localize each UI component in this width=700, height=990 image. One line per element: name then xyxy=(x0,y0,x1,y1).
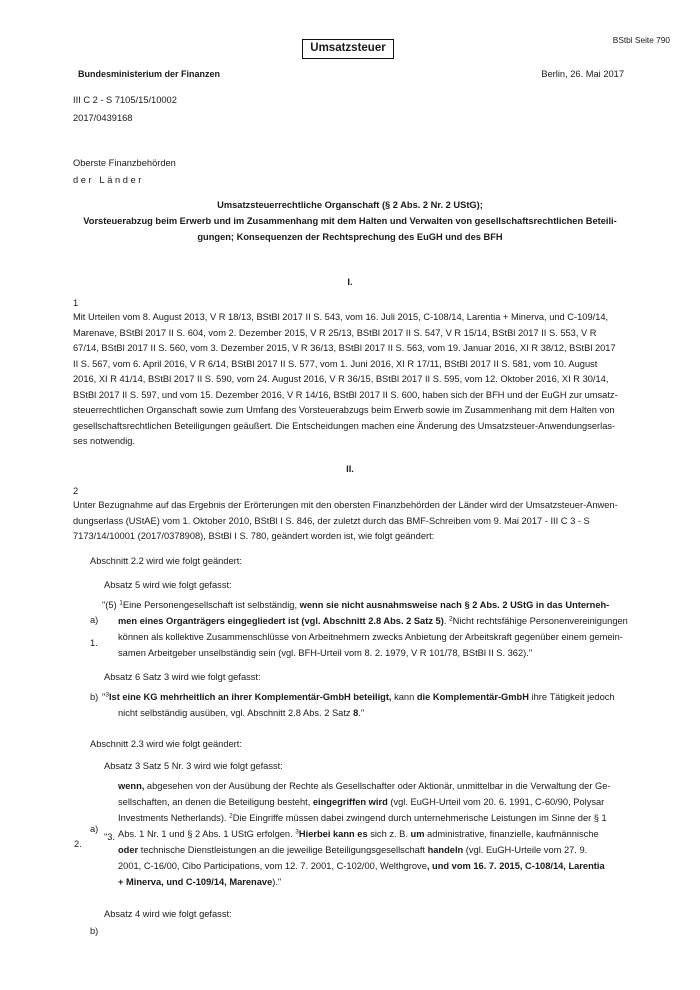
amendment-2a-label: a) xyxy=(90,824,99,834)
amendment-1b-line-1: "$^3$Ist eine KG mehrheitlich an ihrer Komplementär-GmbH beteiligt, kann die Komplementär-GmbH ihre Tätigkeit jedoch xyxy=(102,691,615,702)
paragraph-1 xyxy=(73,310,627,450)
amendment-1a-text xyxy=(102,597,628,661)
paragraph-1-line: 67/14, BStBl 2017 II S. 560, vom 3. Dezember 2015, V R 36/13, BStBl 2017 II S. 563, vom 19. Januar 2016, XI R 38/12, BStBl 2017 xyxy=(73,343,616,353)
paragraph-1-line: ses notwendig. xyxy=(73,436,136,446)
amendment-2a-line-1: wenn, abgesehen von der Ausübung der Rechte als Gesellschafter oder Aktionär, unmittelbar in die Verwaltung der Ge- xyxy=(118,781,611,791)
amendment-2a-line-4: Abs. 1 Nr. 1 und § 2 Abs. 1 UStG erfolgen. $^3$Hierbei kann es sich z. B. um administrative, finanzielle, kaufmännische xyxy=(118,828,599,839)
paragraph-2 xyxy=(73,498,627,545)
amendment-2a-line-6: 2001, C-16/00, Cibo Participations, vom 12. 7. 2001, C-102/00, Welthgrove, und vom 16. 7. 2015, C-108/14, Larentia xyxy=(118,861,605,871)
paragraph-2-line: Unter Bezugnahme auf das Ergebnis der Erörterungen mit den obersten Finanzbehörden der Länder wird der Umsatzsteuer-Anwen- xyxy=(73,500,618,510)
subject-heading xyxy=(73,197,627,245)
document-number: 2017/0439168 xyxy=(73,113,133,123)
amendment-1b-label: b) xyxy=(90,692,99,702)
amendment-1a-intro: Absatz 5 wird wie folgt gefasst: xyxy=(104,580,232,590)
amendment-2a-sub-label: "3. xyxy=(104,832,116,842)
recipient-line-2: der Länder xyxy=(73,175,144,185)
section-heading-1: I. xyxy=(347,277,353,287)
place-date: Berlin, 26. Mai 2017 xyxy=(541,69,624,79)
paragraph-2-line: 7173/14/10001 (2017/0378908), BStBl I S. 780, geändert worden ist, wie folgt geändert: xyxy=(73,531,435,541)
subject-line-3: gungen; Konsequenzen der Rechtsprechung des EuGH und des BFH xyxy=(197,232,503,242)
paragraph-2-line: dungserlass (UStAE) vom 1. Oktober 2010, BStBl I S. 846, der zuletzt durch das BMF-Schreiben vom 9. Mai 2017 - III C 3 - S xyxy=(73,515,590,526)
recipient-line-1: Oberste Finanzbehörden xyxy=(73,158,176,168)
amendment-2a-line-5: oder technische Dienstleistungen an die jeweilige Beteiligungsgesellschaft handeln (vgl. EuGH-Urteile vom 27. 9. xyxy=(118,845,588,855)
amendment-2b-label: b) xyxy=(90,926,99,936)
paragraph-1-line: steuerrechtlichen Organschaft sowie zum Umfang des Vorsteuerabzugs beim Erwerb sowie im Zusammenhang mit dem Halten von xyxy=(73,405,615,415)
amendment-1a-line-1: "(5) $^1$Eine Personengesellschaft ist selbständig, wenn sie nicht ausnahmsweise nach § 2 Abs. 2 UStG in das Unterneh- xyxy=(102,599,610,610)
paragraph-number-2: 2 xyxy=(73,486,79,496)
ministry-name: Bundesministerium der Finanzen xyxy=(78,69,221,79)
paragraph-1-line: Mit Urteilen vom 8. August 2013, V R 18/13, BStBl 2017 II S. 543, vom 16. Juli 2015, C-108/14, Larentia + Minerva, und C-109/14, xyxy=(73,312,609,322)
amendment-1b-line-2: nicht selbständig ausüben, vgl. Abschnitt 2.8 Abs. 2 Satz 8." xyxy=(118,708,365,718)
amendment-1a-label: a) xyxy=(90,615,99,625)
amendment-1b-text xyxy=(102,689,615,721)
amendment-1-intro: Abschnitt 2.2 wird wie folgt geändert: xyxy=(90,556,242,566)
amendment-2-intro: Abschnitt 2.3 wird wie folgt geändert: xyxy=(90,739,242,749)
paragraph-1-line: 2016, XI R 41/14, BStBl 2017 II S. 590, vom 24. August 2016, V R 36/15, BStBl 2017 II S. 595, vom 12. Oktober 2016, XI R 30/14, xyxy=(73,374,609,384)
page-reference: BStbl Seite 790 xyxy=(612,35,670,45)
amendment-1a-line-4: samen Arbeitgeber unselbständig sein (vgl. BFH-Urteil vom 8. 2. 1979, V R 101/78, BStBl II S. 362)." xyxy=(118,648,533,658)
paragraph-1-line: Marenave, BStBl 2017 II S. 604, vom 2. Dezember 2015, V R 25/13, BStBl 2017 II S. 547, V R 15/14, BStBl 2017 II S. 553, V R xyxy=(73,327,597,338)
amendment-2a-line-3: Investments Netherlands). $^2$Die Eingriffe müssen dabei zwingend durch unternehmerische Leistungen im Sinne der § 1 xyxy=(118,812,607,823)
amendment-1-number: 1. xyxy=(90,638,98,648)
subject-line-2: Vorsteuerabzug beim Erwerb und im Zusammenhang mit dem Halten und Verwalten von gesellschaftsrechtlichen Beteili- xyxy=(83,216,617,226)
paragraph-number-1: 1 xyxy=(73,298,79,308)
amendment-2a-intro: Absatz 3 Satz 5 Nr. 3 wird wie folgt gefasst: xyxy=(104,761,283,771)
amendment-2a-line-7: + Minerva, und C-109/14, Marenave)." xyxy=(118,877,282,887)
amendment-1b-intro: Absatz 6 Satz 3 wird wie folgt gefasst: xyxy=(104,672,261,682)
amendment-1a-line-2: men eines Organträgers eingegliedert ist (vgl. Abschnitt 2.8 Abs. 2 Satz 5). $^2$Nicht rechtsfähige Personenvereinigungen xyxy=(118,615,628,626)
amendment-2a-text xyxy=(118,778,611,890)
reference-number: III C 2 - S 7105/15/10002 xyxy=(73,95,177,105)
amendment-2b-intro: Absatz 4 wird wie folgt gefasst: xyxy=(104,909,232,919)
amendment-2a-line-2: sellschaften, an denen die Beteiligung besteht, eingegriffen wird (vgl. EuGH-Urteil vom 20. 6. 1991, C-60/90, Polysar xyxy=(118,797,605,807)
subject-line-1: Umsatzsteuerrechtliche Organschaft (§ 2 Abs. 2 Nr. 2 UStG); xyxy=(217,200,483,210)
amendment-2-number: 2. xyxy=(74,839,82,849)
paragraph-1-line: BStBl 2017 II S. 597, und vom 15. Dezember 2016, V R 14/16, BStBl 2017 II S. 600, haben sich der BFH und der EuGH zur umsatz- xyxy=(73,389,618,400)
paragraph-1-line: II S. 567, vom 6. April 2016, V R 6/14, BStBl 2017 II S. 577, vom 1. Juni 2016, XI R 17/11, BStBl 2017 II S. 581, vom 10. August xyxy=(73,358,598,369)
section-heading-2: II. xyxy=(346,464,354,474)
document-type-box: Umsatzsteuer xyxy=(302,39,394,59)
amendment-1a-line-3: können als kollektive Zusammenschlüsse von Arbeitnehmern zwecks Anbietung der Arbeitskraft gegenüber einem gemein- xyxy=(118,632,623,642)
paragraph-1-line: gesellschaftsrechtlichen Beteiligungen geäußert. Die Entscheidungen machen eine Änderung des Umsatzsteuer-Anwendungserlas- xyxy=(73,420,616,431)
